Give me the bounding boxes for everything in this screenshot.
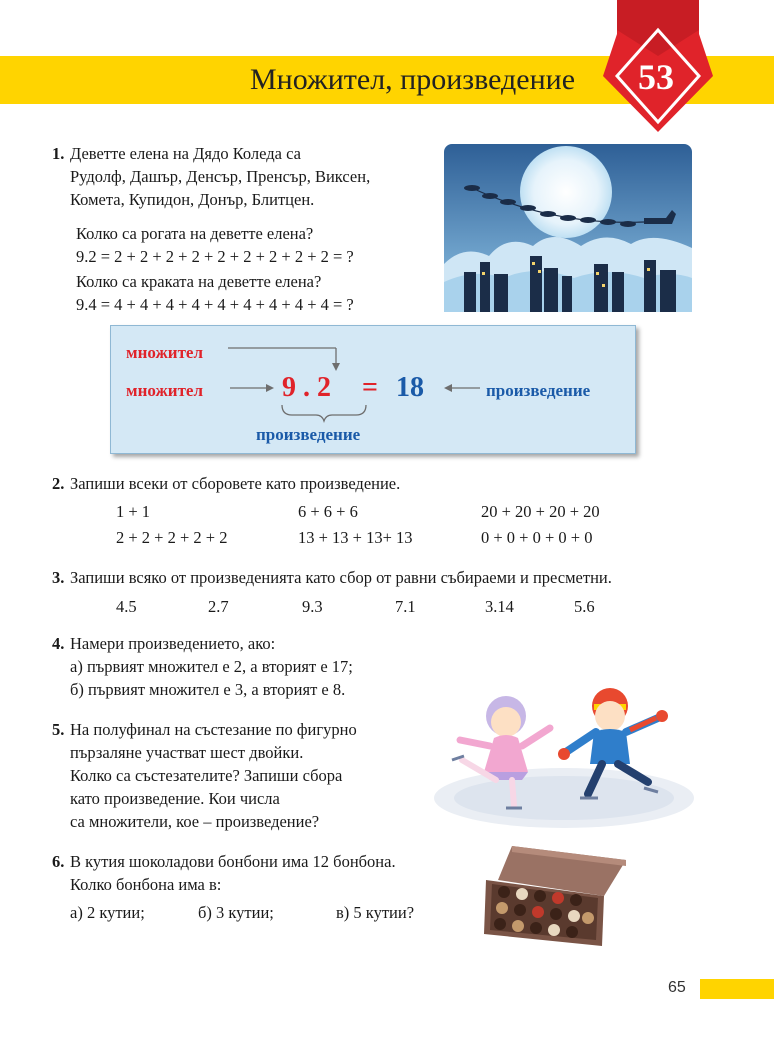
page-title: Множител, произведение [250,63,576,96]
task2-sum: 6 + 6 + 6 [298,502,358,521]
task2-text: Запиши всеки от сборовете като произведение. [70,474,401,493]
task2-sum: 1 + 1 [116,502,151,521]
formula-equals: = [362,372,378,403]
formula-label-top: множител [126,343,204,362]
task5-line5: са множители, кое – произведение? [70,812,320,831]
task6-line1: В кутия шоколадови бонбони има 12 бонбона. [70,852,396,871]
task6-option-a: а) 2 кутии; [70,903,145,922]
task1-number: 1. [52,144,65,163]
formula-arrows [110,325,634,452]
task6-line2: Колко бонбона има в: [70,875,222,894]
task2-sum: 20 + 20 + 20 + 20 [481,502,600,521]
task3-product: 9.3 [302,597,323,616]
task2-sum: 0 + 0 + 0 + 0 + 0 [481,528,593,547]
task1-line1: Деветте елена на Дядо Коледа са [70,144,301,163]
task4-number: 4. [52,634,65,653]
page-number: 65 [668,979,686,996]
task3-text: Запиши всяко от произведенията като сбор от равни събираеми и пресметни. [70,568,612,587]
formula-result: 18 [396,372,424,403]
task2-sum: 13 + 13 + 13+ 13 [298,528,413,547]
task1-line3: Комета, Купидон, Донър, Блитцен. [70,190,315,209]
formula-label-right: произведение [486,381,591,400]
lesson-number: 53 [638,57,674,97]
chocolate-box-illustration [478,840,628,952]
task5-line3: Колко са състезателите? Запиши сбора [70,766,343,785]
formula-expression: 9 . 2 [282,372,331,403]
task4-text: Намери произведението, ако: [70,634,276,653]
task2-number: 2. [52,474,65,493]
task6-option-b: б) 3 кутии; [198,903,274,922]
formula-label-bottom: произведение [256,425,361,444]
task3-product: 5.6 [574,597,595,616]
task1-equation1: 9.2 = 2 + 2 + 2 + 2 + 2 + 2 + 2 + 2 + 2 = ? [76,247,354,266]
task6-number: 6. [52,852,65,871]
task6-option-c: в) 5 кутии? [336,903,415,922]
figure-skaters-illustration [434,680,694,830]
task3-product: 3.14 [485,597,514,616]
task5-line2: пързаляне участват шест двойки. [70,743,304,762]
task5-number: 5. [52,720,65,739]
task3-product: 7.1 [395,597,416,616]
task4-option-a: а) първият множител е 2, а вторият е 17; [70,657,353,676]
task4-option-b: б) първият множител е 3, а вторият е 8. [70,680,346,699]
task3-product: 2.7 [208,597,229,616]
task5-line4: като произведение. Кои числа [70,789,280,808]
task3-number: 3. [52,568,65,587]
formula-label-left: множител [126,381,204,400]
task5-line1: На полуфинал на състезание по фигурно [70,720,357,739]
task1-question2: Колко са краката на деветте елена? [76,272,322,291]
reindeer-sleigh-illustration [444,144,692,312]
task3-product: 4.5 [116,597,137,616]
task2-sum: 2 + 2 + 2 + 2 + 2 [116,528,228,547]
task1-question1: Колко са рогата на деветте елена? [76,224,314,243]
task1-equation2: 9.4 = 4 + 4 + 4 + 4 + 4 + 4 + 4 + 4 + 4 = ? [76,295,354,314]
page-number-bar [700,979,774,999]
task1-line2: Рудолф, Дашър, Денсър, Пренсър, Виксен, [70,167,371,186]
